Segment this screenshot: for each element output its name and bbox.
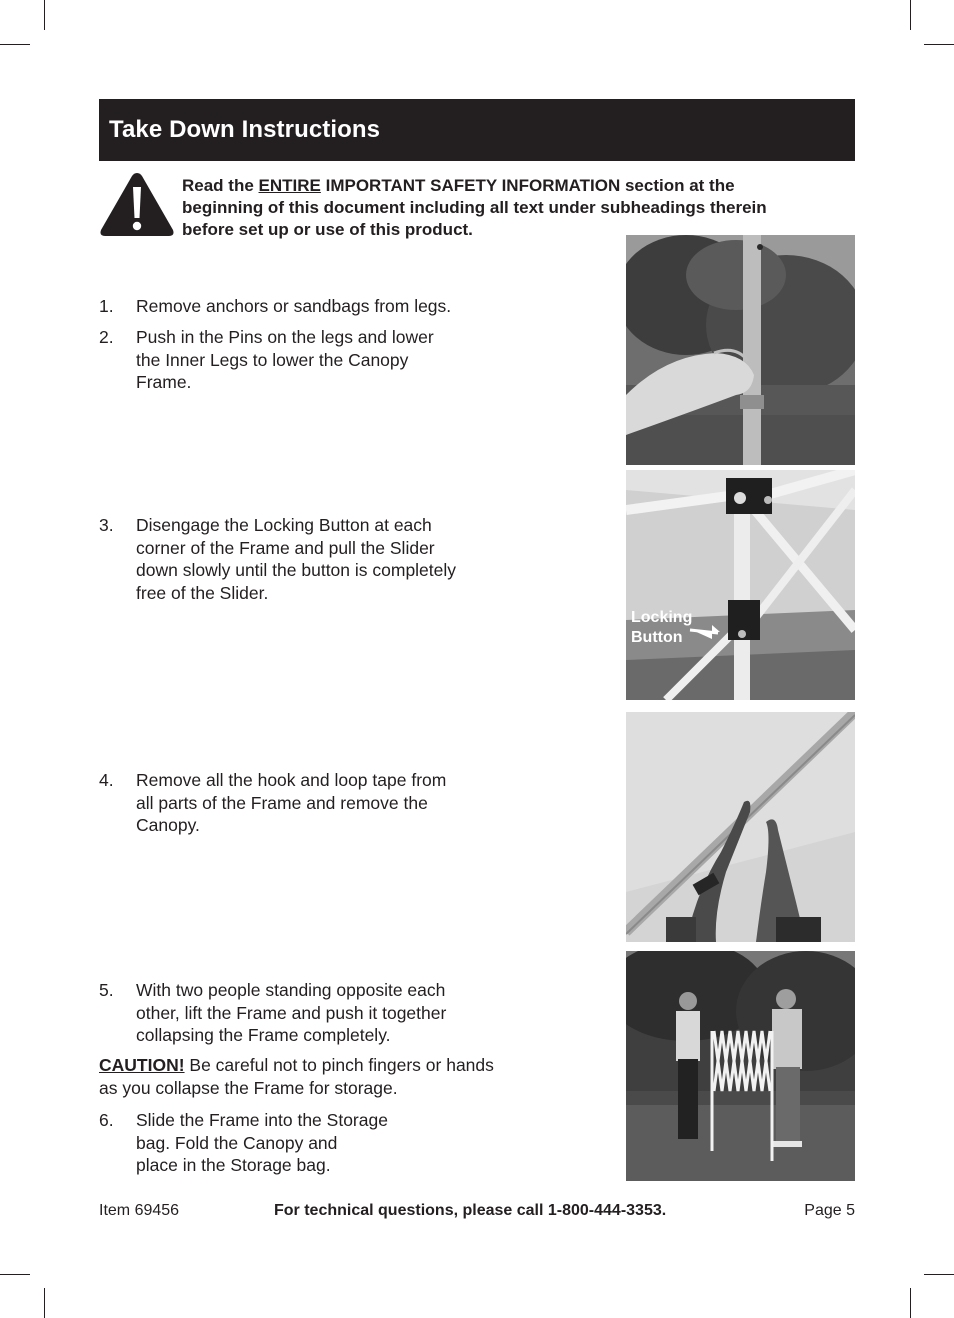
warning-line-2: beginning of this document including all text under subheadings therein — [182, 198, 767, 217]
warning-triangle-icon — [99, 170, 175, 238]
locking-button-callout: Locking Button — [631, 609, 693, 646]
crop-mark — [924, 44, 954, 45]
step-line: Remove anchors or sandbags from legs. — [136, 296, 452, 316]
step-line: all parts of the Frame and remove the — [136, 792, 428, 813]
caution-label: CAUTION! — [99, 1055, 185, 1075]
step-line: down slowly until the button is completely — [136, 560, 457, 580]
caution-note — [99, 1054, 529, 1099]
crop-mark — [0, 1274, 30, 1275]
caution-line-2: as you collapse the Frame for storage. — [99, 1077, 398, 1098]
photo-remove-canopy — [626, 712, 855, 942]
step-line: corner of the Frame and pull the Slider — [136, 537, 435, 558]
step-line: the Inner Legs to lower the Canopy — [136, 349, 409, 370]
step-line: Slide the Frame into the Storage — [136, 1110, 388, 1130]
section-header — [99, 99, 855, 161]
crop-mark — [910, 1288, 911, 1318]
step-line: Remove all the hook and loop tape from — [136, 770, 447, 790]
section-title: Take Down Instructions — [109, 116, 381, 143]
warning-emphasis: ENTIRE — [258, 176, 321, 195]
step-number: 2. — [99, 327, 114, 347]
step-number: 3. — [99, 515, 114, 535]
safety-warning — [182, 175, 842, 241]
step-line: place in the Storage bag. — [136, 1155, 331, 1175]
support-phone: For technical questions, please call 1-800-444-3353. — [274, 1202, 667, 1219]
caution-line-1: CAUTION! Be careful not to pinch fingers or hands — [99, 1055, 494, 1075]
photo-collapse-frame — [626, 951, 855, 1181]
photo-lower-legs — [626, 235, 855, 465]
crop-mark — [910, 0, 911, 30]
step-line: bag. Fold the Canopy and — [136, 1132, 338, 1153]
step-number: 4. — [99, 770, 114, 790]
step-line: With two people standing opposite each — [136, 980, 446, 1000]
photo-locking-button — [626, 470, 855, 700]
step-line: Push in the Pins on the legs and lower — [136, 327, 434, 347]
crop-mark — [0, 44, 30, 45]
item-number: Item 69456 — [99, 1202, 180, 1219]
step-line: free of the Slider. — [136, 582, 269, 603]
step-line: other, lift the Frame and push it together — [136, 1002, 447, 1023]
step-number: 5. — [99, 980, 114, 1000]
step-line: Frame. — [136, 372, 192, 392]
crop-mark — [924, 1274, 954, 1275]
page-number: Page 5 — [804, 1202, 855, 1219]
step-line: Disengage the Locking Button at each — [136, 515, 432, 535]
step-number: 1. — [99, 296, 114, 316]
warning-line-3: before set up or use of this product. — [182, 220, 473, 239]
crop-mark — [44, 1288, 45, 1318]
step-line: collapsing the Frame completely. — [136, 1025, 391, 1045]
crop-mark — [44, 0, 45, 30]
step-number: 6. — [99, 1110, 114, 1130]
step-line: Canopy. — [136, 815, 200, 835]
warning-line-1: Read the ENTIRE IMPORTANT SAFETY INFORMATION section at the — [182, 176, 735, 195]
